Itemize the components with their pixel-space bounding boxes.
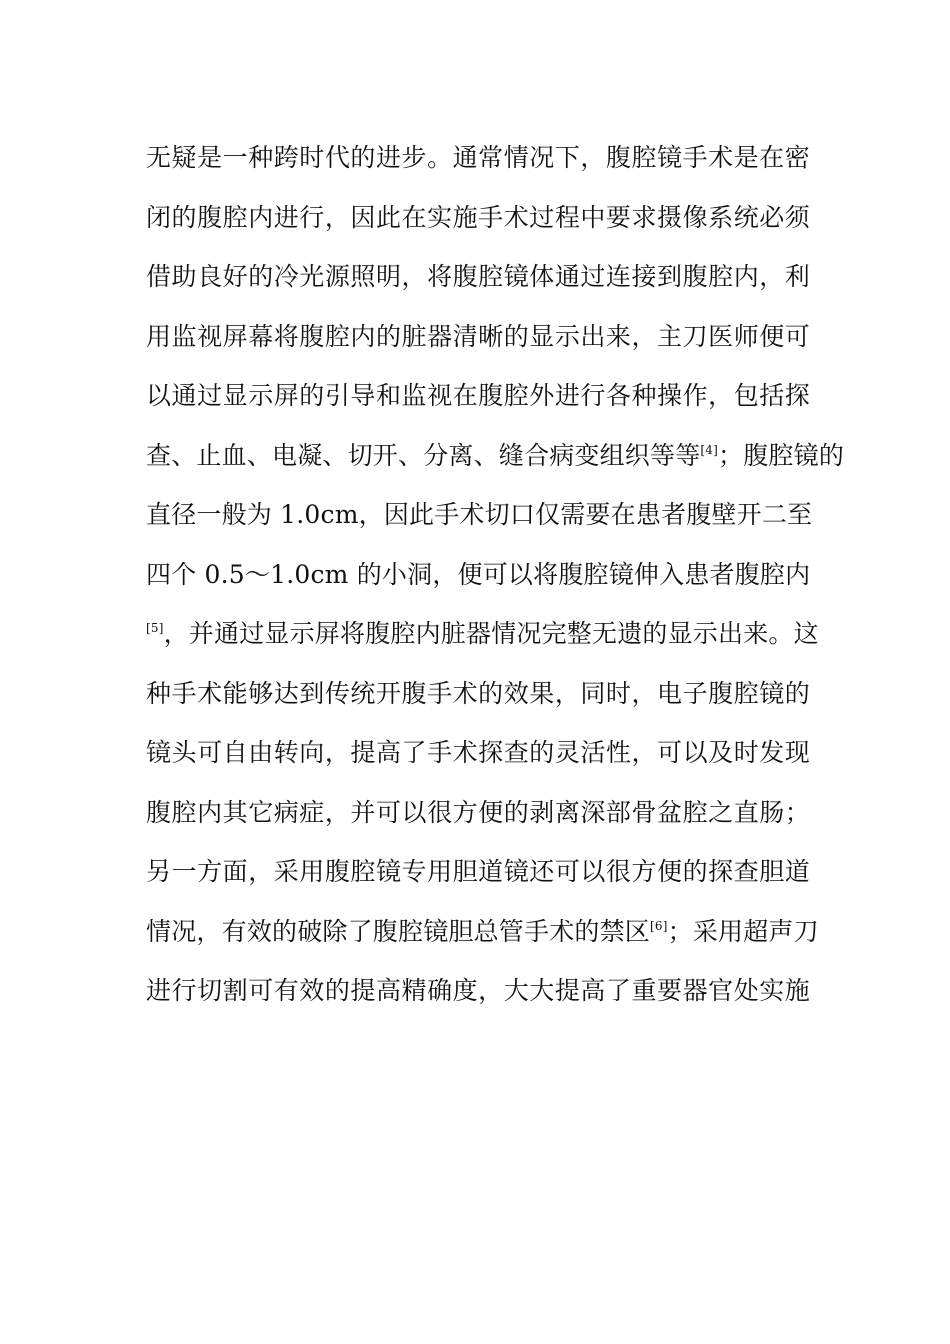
text-line: 镜头可自由转向，提高了手术探查的灵活性，可以及时发现 <box>146 738 810 767</box>
text-line: 腹腔内其它病症，并可以很方便的剥离深部骨盆腔之直肠； <box>146 797 810 827</box>
citation-ref: [6] <box>650 918 668 933</box>
text-line: 种手术能够达到传统开腹手术的效果，同时，电子腹腔镜的 <box>146 678 810 708</box>
text-line: 以通过显示屏的引导和监视在腹腔外进行各种操作，包括探 <box>146 381 810 410</box>
text-line: 无疑是一种跨时代的进步。通常情况下，腹腔镜手术是在密 <box>146 143 810 172</box>
line-text: ；腹腔镜的 <box>718 440 845 470</box>
text-line: 四个 0.5～1.0cm 的小洞，便可以将腹腔镜伸入患者腹腔内 <box>146 559 811 589</box>
line-text: 查、止血、电凝、切开、分离、缝合病变组织等等 <box>146 440 701 470</box>
text-line <box>146 902 819 962</box>
text-line <box>146 426 845 486</box>
line-text: ，并通过显示屏将腹腔内脏器情况完整无遗的显示出来。这 <box>163 619 819 648</box>
line-text: 情况，有效的破除了腹腔镜胆总管手术的禁区 <box>146 916 651 946</box>
text-line: 闭的腹腔内进行，因此在实施手术过程中要求摄像系统必须 <box>146 202 810 232</box>
text-line <box>146 604 819 664</box>
text-line: 直径一般为 1.0cm，因此手术切口仅需要在患者腹壁开二至 <box>146 500 813 529</box>
text-line: 借助良好的冷光源照明，将腹腔镜体通过连接到腹腔内，利 <box>146 262 810 291</box>
citation-ref: [5] <box>146 621 164 635</box>
text-line: 进行切割可有效的提高精确度，大大提高了重要器官处实施 <box>146 976 810 1005</box>
line-text: ；采用超声刀 <box>667 916 819 946</box>
text-line: 另一方面，采用腹腔镜专用胆道镜还可以很方便的探查胆道 <box>146 857 810 886</box>
body-text <box>146 128 845 1021</box>
text-line: 用监视屏幕将腹腔内的脏器清晰的显示出来，主刀医师便可 <box>146 321 810 351</box>
citation-ref: [4] <box>700 442 719 457</box>
